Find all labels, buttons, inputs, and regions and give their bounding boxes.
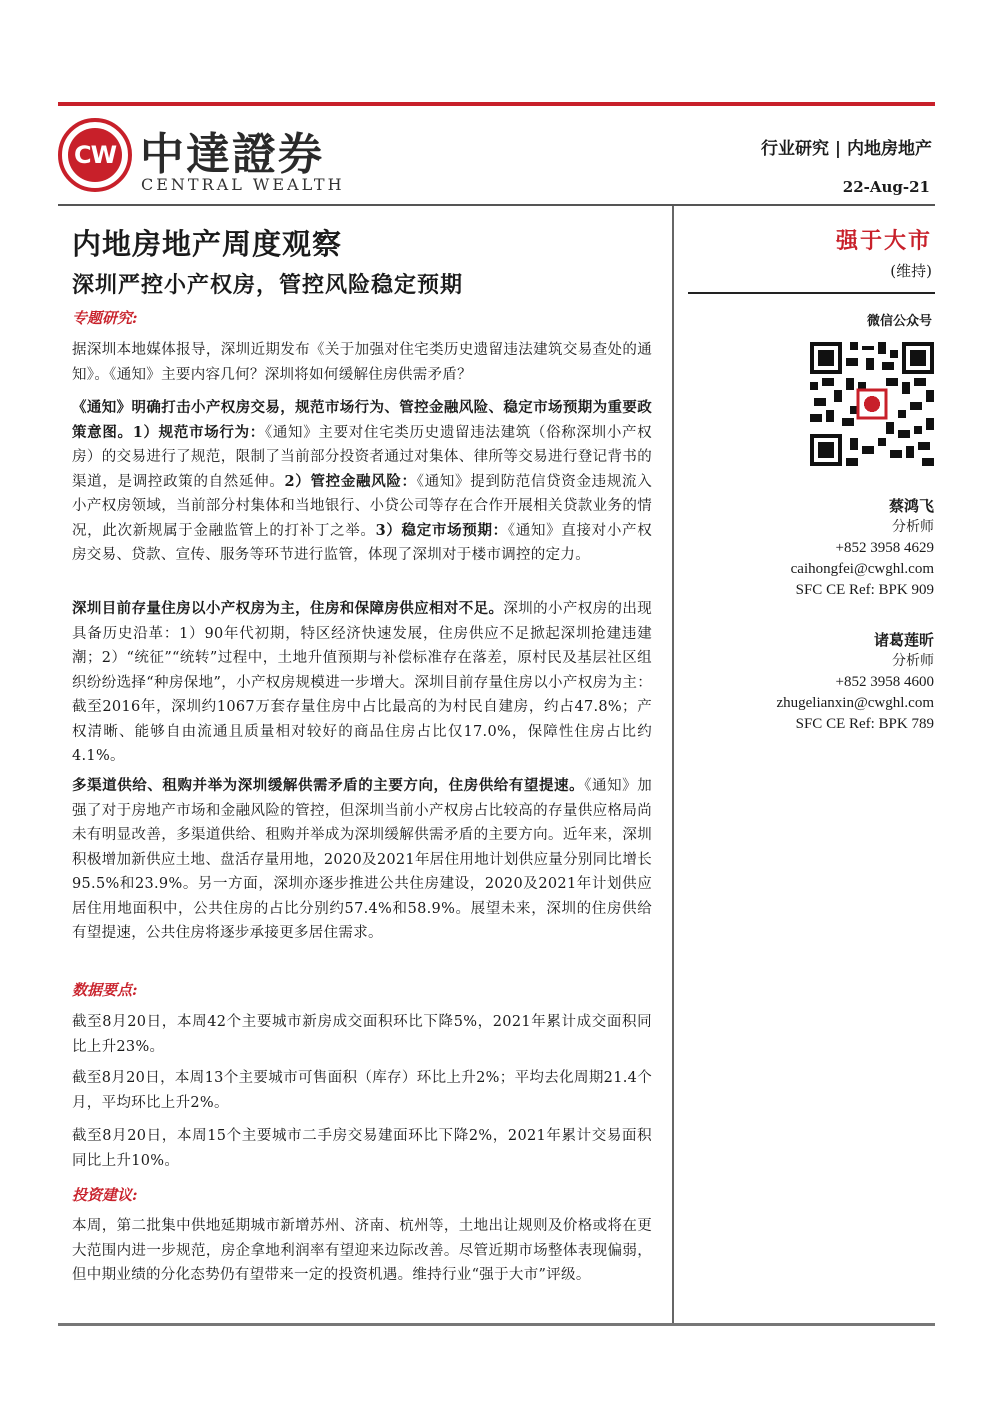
analyst-phone: +852 3958 4629: [835, 540, 934, 556]
report-date: 22-Aug-21: [842, 178, 930, 196]
analyst-card: [791, 496, 934, 601]
brand-name-en: CENTRAL WEALTH: [141, 175, 345, 194]
paragraph-advice: 本周，第二批集中供地延期城市新增苏州、济南、杭州等，土地出让规则及价格或将在更大范围内进一步规范，房企拿地利润率有望迎来边际改善。尽管近期市场整体表现偏弱，但中期业绩的分化态势仍有望带来一定的投资机遇。维持行业“强于大市”评级。: [72, 1218, 652, 1283]
analyst-role: 分析师: [892, 653, 934, 669]
paragraph-housing-stock: [72, 597, 652, 769]
brand-name-cn: 中達證券: [140, 129, 324, 180]
policy-point-2: 《通知》提到防范信贷资金违规流入小产权房领域，当前部分村集体和当地银行、小贷公司等存在合作开展相关贷款业务的情况，此次新规属于金融监管上的打补丁之举。: [72, 473, 652, 539]
rating-label: 强于大市: [835, 228, 932, 254]
cw-logo-icon: [58, 118, 132, 192]
analyst-sfc: SFC CE Ref: BPK 789: [795, 716, 934, 732]
policy-lead-2: 2）管控金融风险：: [284, 472, 417, 490]
qr-code-icon: [810, 342, 934, 466]
wechat-label: 微信公众号: [866, 314, 932, 329]
rating-note: (维持): [890, 262, 932, 280]
housing-lead: 深圳目前存量住房以小产权房为主，住房和保障房供应相对不足。: [72, 600, 504, 617]
section-advice: 投资建议:: [72, 1186, 138, 1204]
section-data-points: 数据要点:: [72, 981, 138, 999]
top-red-rule: [58, 102, 935, 106]
header-divider: [58, 204, 935, 206]
analyst-sfc: SFC CE Ref: BPK 909: [795, 582, 934, 598]
data-point-second-hand: 截至8月20日，本周15个主要城市二手房交易建面环比下降2%，2021年累计交易面积同比上升10%。: [72, 1128, 652, 1169]
paragraph-policy: [72, 396, 652, 568]
policy-point-1: 《通知》主要对住宅类历史遗留违法建筑（俗称深圳小产权房）的交易进行了规范，限制了当前部分投资者通过对集体、律所等交易进行登记背书的渠道，是调控政策的自然延伸。: [72, 424, 652, 490]
analyst-card: [776, 630, 934, 735]
paragraph-supply: [72, 774, 652, 946]
sidebar-divider: [688, 292, 935, 294]
policy-point-3: 《通知》直接对小产权房交易、贷款、宣传、服务等环节进行监管，体现了深圳对于楼市调控的定力。: [72, 522, 653, 563]
logo-mark: CW: [68, 128, 122, 182]
supply-body: 《通知》加强了对于房地产市场和金融风险的管控，但深圳当前小产权房占比较高的存量供应格局尚未有明显改善，多渠道供给、租购并举成为深圳缓解供需矛盾的主要方向。近年来，深圳积极增加新供应土地、盘活存量用地，2020及2021年居住用地计划供应量分别同比增长95.5%和23.9%。另一方面，深圳亦逐步推进公共住房建设，2020及2021年计划供应居住用地面积中，公共住房的占比分别约57.4%和58.9%。展望未来，深圳的住房供给有望提速，公共住房将逐步承接更多居住需求。: [72, 778, 652, 941]
housing-body: 深圳的小产权房的出现具备历史沿革：1）90年代初期，特区经济快速发展，住房供应不足掀起深圳抢建违建潮；2）“统征”“统转”过程中，土地升值预期与补偿标准存在落差，原村民及基层社区组织纷纷选择“种房保地”，小产权房规模进一步增大。深圳目前存量住房以小产权房为主：截至2016年，深圳约1067万套存量住房中占比最高的为村民自建房，约占47.8%；产权清晰、能够自由流通且质量相对较好的商品住房占比仅17.0%，保障性住房占比约4.1%。: [72, 601, 653, 764]
column-divider: [672, 206, 674, 1326]
analyst-role: 分析师: [892, 519, 934, 535]
page-subtitle: 深圳严控小产权房，管控风险稳定预期: [72, 272, 464, 298]
analyst-name: 诸葛莲昕: [873, 631, 934, 649]
policy-lead-3: 3）稳定市场预期：: [375, 521, 508, 539]
analyst-phone: +852 3958 4600: [835, 674, 934, 690]
analyst-name: 蔡鸿飞: [888, 497, 934, 515]
analyst-email[interactable]: caihongfei@cwghl.com: [790, 561, 934, 577]
data-point-inventory: 截至8月20日，本周13个主要城市可售面积（库存）环比上升2%；平均去化周期21.4个月，平均环比上升2%。: [72, 1070, 652, 1111]
policy-lead: 《通知》明确打击小产权房交易，规范市场行为、管控金融风险、稳定市场预期为重要政策意图。1）规范市场行为：: [72, 399, 652, 441]
report-category: 行业研究 | 内地房地产: [760, 139, 932, 159]
page-title: 内地房地产周度观察: [72, 227, 343, 261]
section-topic: 专题研究:: [72, 309, 138, 327]
supply-lead: 多渠道供给、租购并举为深圳缓解供需矛盾的主要方向，住房供给有望提速。: [72, 777, 585, 794]
data-point-new-homes: 截至8月20日，本周42个主要城市新房成交面积环比下降5%，2021年累计成交面积同比上升23%。: [72, 1014, 652, 1055]
paragraph-intro: 据深圳本地媒体报导，深圳近期发布《关于加强对住宅类历史遗留违法建筑交易查处的通知》。《通知》主要内容几何？深圳将如何缓解住房供需矛盾？: [72, 342, 652, 383]
analyst-email[interactable]: zhugelianxin@cwghl.com: [776, 695, 934, 711]
bottom-divider: [58, 1323, 935, 1326]
